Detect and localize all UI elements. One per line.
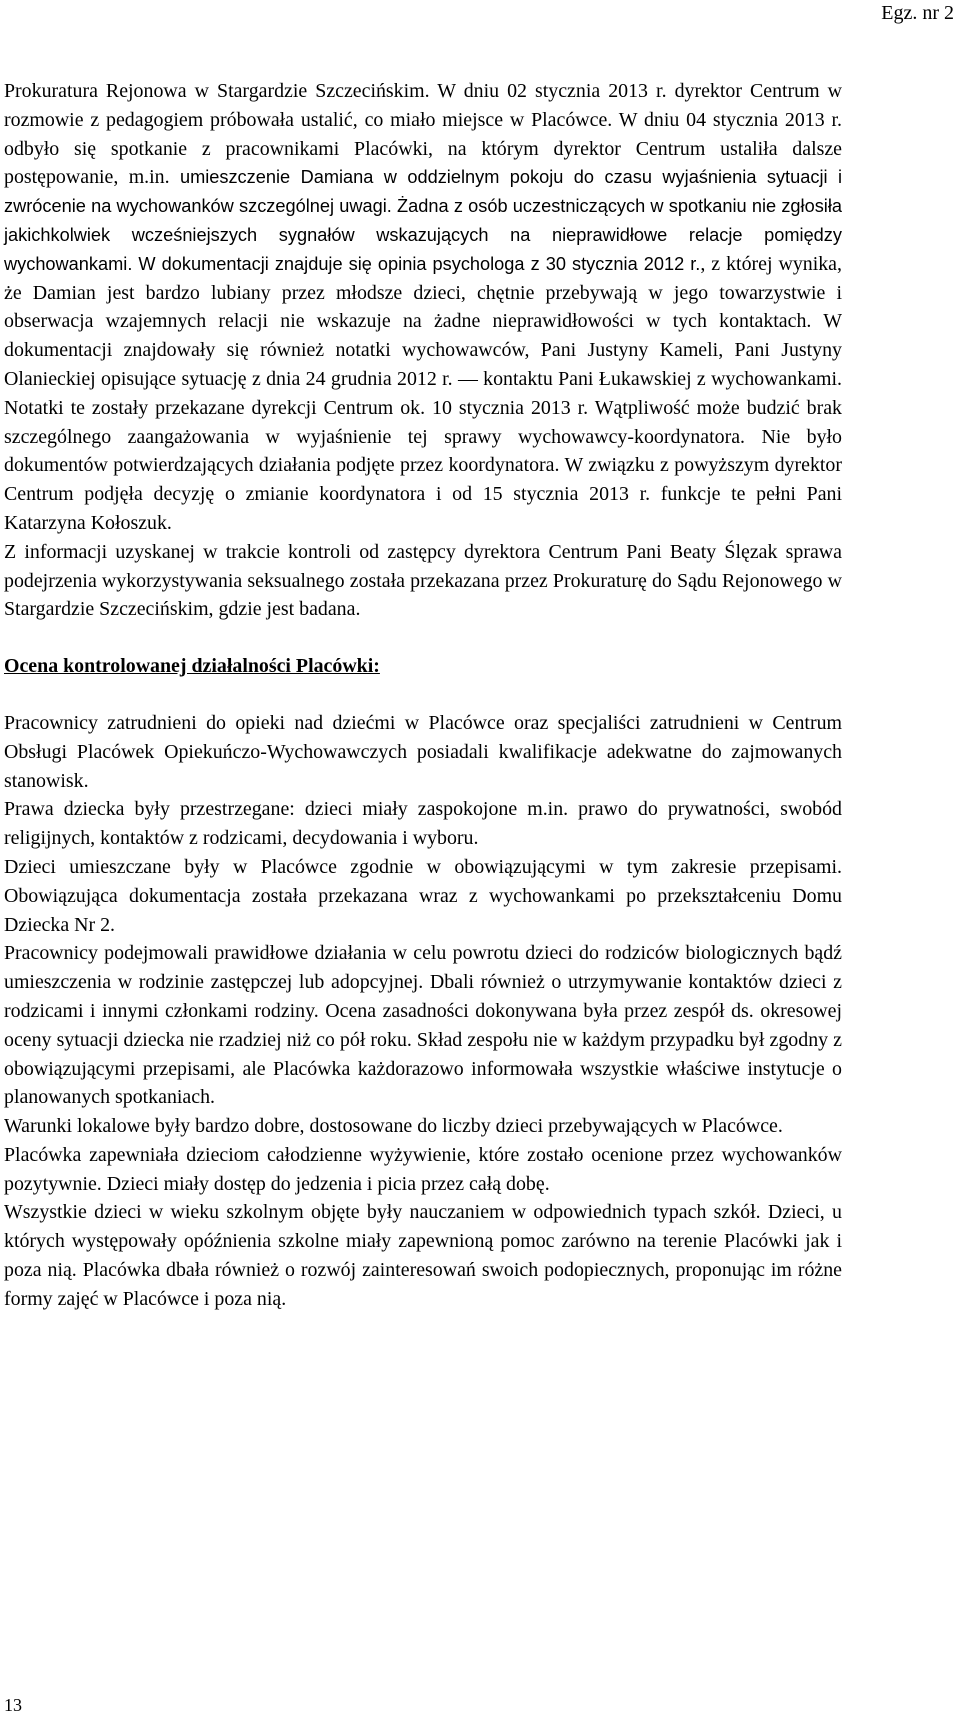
paragraph-food: Placówka zapewniała dzieciom całodzienne wyżywienie, które zostało ocenione przez wychowanków pozytywnie. Dzieci miały dostęp do jedzenia i picia przez całą dobę. (4, 1143, 842, 1195)
document-body (4, 77, 842, 1314)
paragraph-staff: Pracownicy zatrudnieni do opieki nad dziećmi w Placówce oraz specjaliści zatrudnieni w Centrum Obsługi Placówek Opiekuńczo-Wychowawczych posiadali kwalifikacje adekwatne do zajmowanych stanowisk. (4, 711, 842, 792)
paragraph-family-return: Pracownicy podejmowali prawidłowe działania w celu powrotu dzieci do rodziców biologicznych bądź umieszczenia w rodzinie zastępczej lub adopcyjnej. Dbali również o utrzymywanie kontaktów dzieci z rodzicami i innymi członkami rodziny. Ocena zasadności dokonywana była przez zespół ds. okresowej oceny sytuacji dziecka nie rzadziej niż co pół roku. Skład zespołu nie w każdym przypadku był zgodny z obowiązującymi przepisami, ale Placówka każdorazowo informowała wszystkie właściwe instytucje o planowanych spotkaniach. (4, 942, 842, 1109)
paragraph-education: Wszystkie dzieci w wieku szkolnym objęte były nauczaniem w odpowiednich typach szkół. Dzieci, u których występowały opóźnienia szkolne miały zapewnioną pomoc zarówno na terenie Placówki jak i poza nią. Placówka dbała również o rozwój zainteresowań swoich podopiecznych, proponując im różne formy zajęć w Placówce i poza nią. (4, 1201, 842, 1310)
page-number: 13 (4, 1695, 22, 1715)
paragraph-rights: Prawa dziecka były przestrzegane: dzieci miały zaspokojone m.in. prawo do prywatności, swobód religijnych, kontaktów z rodzicami, decydowania i wyboru. (4, 798, 842, 850)
page-label: Egz. nr 2 (881, 2, 954, 24)
section-title: Ocena kontrolowanej działalności Placówki: (4, 655, 380, 678)
paragraph-housing: Warunki lokalowe były bardzo dobre, dostosowane do liczby dzieci przebywających w Placówce. (4, 1115, 783, 1138)
paragraph-text: , z której wynika, że Damian jest bardzo lubiany przez młodsze dzieci, chętnie przebywają w jego towarzystwie i obserwacja wzajemnych relacji nie wskazuje na żadne nieprawidłowości w tych kontaktach. W dokumentacji znajdowały się również notatki wychowawców, Pani Justyny Kameli, Pani Justyny Olanieckiej opisujące sytuację z dnia 24 grudnia 2012 r. — kontaktu Pani Łukawskiej z wychowankami. Notatki te zostały przekazane dyrekcji Centrum ok. 10 stycznia 2013 r. Wątpliwość może budzić brak szczególnego zaangażowania w wyjaśnienie tej sprawy wychowawcy-koordynatora. Nie było dokumentów potwierdzających działania podjęte przez koordynatora. W związku z powyższym dyrektor Centrum podjęła decyzję o zmianie koordynatora i od 15 stycznia 2013 r. funkcje te pełni Pani Katarzyna Kołoszuk. (4, 252, 842, 534)
paragraph-text: Prokuratura Rejonowa w Stargardzie Szczecińskim. W dniu 02 stycznia 2013 r. dyrektor Centrum w rozmowie z pedagogiem próbowała ustalić, co miało miejsce w Placówce. W dniu 04 stycznia 2013 r. odbyło się spotkanie z pracownikami Placówki, na którym dyrektor Centrum ustaliła dalsze postępowanie, m.in. (4, 80, 842, 189)
paragraph-prokuratura (4, 77, 842, 538)
paragraph-text-sans: umieszczenie Damiana w oddzielnym pokoju do czasu wyjaśnienia sytuacji i zwrócenie na wychowanków szczególnej uwagi. Żadna z osób uczestniczących w spotkaniu nie zgłosiła jakichkolwiek wcześniejszych sygnałów wskazujących na nieprawidłowe relacje pomiędzy wychowankami. W dokumentacji znajduje się opinia psychologa z 30 stycznia 2012 r. (4, 167, 842, 274)
paragraph-slezak: Z informacji uzyskanej w trakcie kontroli od zastępcy dyrektora Centrum Pani Beaty Ślęzak sprawa podejrzenia wykorzystywania seksualnego została przekazana przez Prokuraturę do Sądu Rejonowego w Stargardzie Szczecińskim, gdzie jest badana. (4, 540, 842, 621)
paragraph-placement: Dzieci umieszczane były w Placówce zgodnie w obowiązującymi w tym zakresie przepisami. Obowiązująca dokumentacja została przekazana wraz z wychowankami po przekształceniu Domu Dziecka Nr 2. (4, 855, 842, 936)
